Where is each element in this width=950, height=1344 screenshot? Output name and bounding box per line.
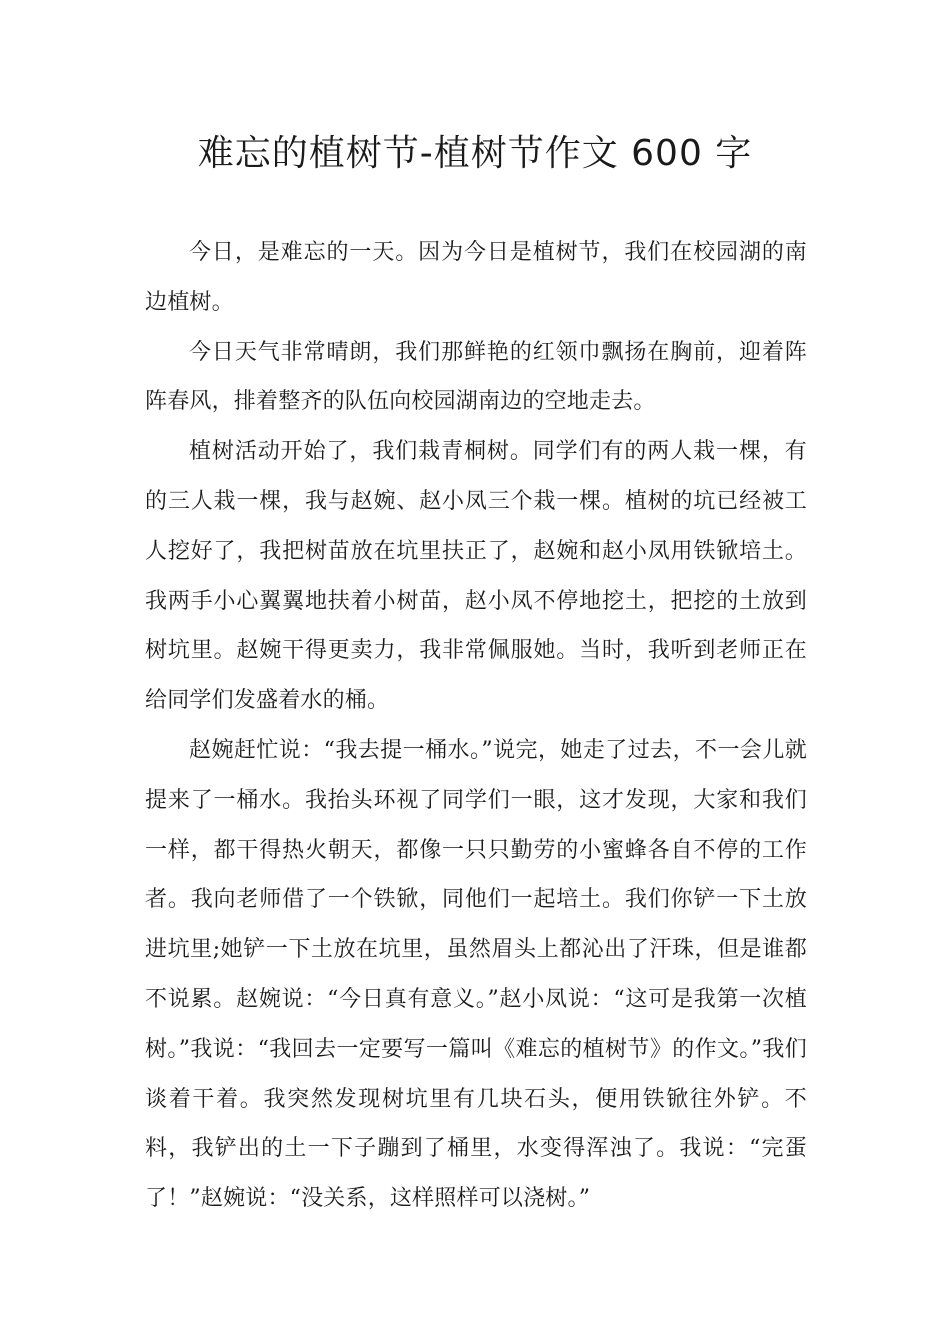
page-title: 难忘的植树节-植树节作文 600 字 bbox=[197, 133, 753, 174]
paragraph-1: 今日，是难忘的一天。因为今日是植树节，我们在校园湖的南边植树。 bbox=[145, 240, 807, 315]
paragraph-3: 植树活动开始了，我们栽青桐树。同学们有的两人栽一棵，有的三人栽一棵，我与赵婉、赵小凤三个栽一棵。植树的坑已经被工人挖好了，我把树苗放在坑里扶正了，赵婉和赵小凤用铁锨培土。我两手小心翼翼地扶着小树苗，赵小凤不停地挖土，把挖的土放到树坑里。赵婉干得更卖力，我非常佩服她。当时，我听到老师正在给同学们发盛着水的桶。 bbox=[145, 439, 807, 714]
article-body bbox=[145, 228, 807, 1224]
paragraph-2: 今日天气非常晴朗，我们那鲜艳的红领巾飘扬在胸前，迎着阵阵春风，排着整齐的队伍向校园湖南边的空地走去。 bbox=[145, 339, 807, 415]
paragraph-4: 赵婉赶忙说：“我去提一桶水。”说完，她走了过去，不一会儿就提来了一桶水。我抬头环视了同学们一眼，这才发现，大家和我们一样，都干得热火朝天，都像一只只勤劳的小蜜蜂各自不停的工作者。我向老师借了一个铁锨，同他们一起培土。我们你铲一下土放进坑里;她铲一下土放在坑里，虽然眉头上都沁出了汗珠，但是谁都不说累。赵婉说：“今日真有意义。”赵小凤说：“这可是我第一次植树。”我说：“我回去一定要写一篇叫《难忘的植树节》的作文。”我们谈着干着。我突然发现树坑里有几块石头，便用铁锨往外铲。不料，我铲出的土一下子蹦到了桶里，水变得浑浊了。我说：“完蛋了！”赵婉说：“没关系，这样照样可以浇树。” bbox=[145, 737, 807, 1212]
